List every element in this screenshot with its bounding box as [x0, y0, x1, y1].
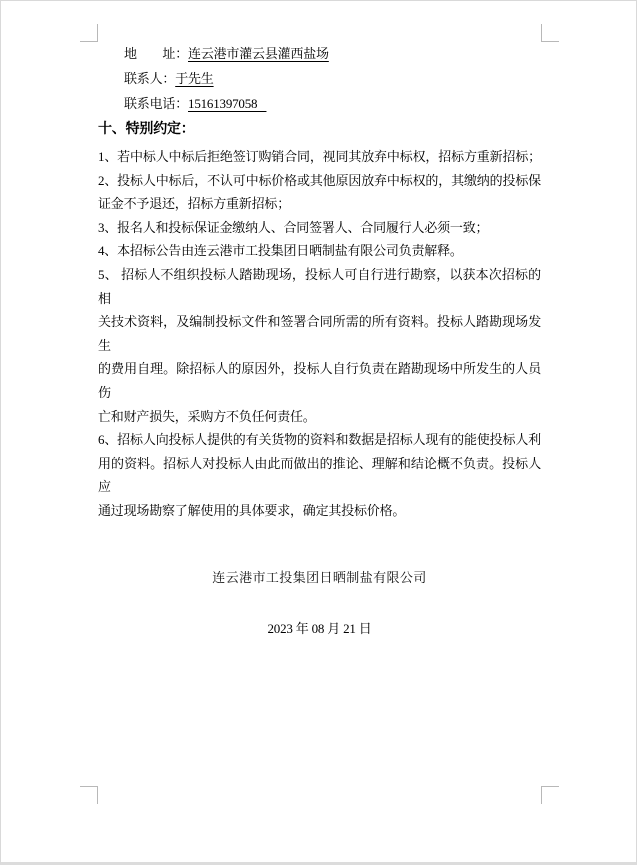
clause-line: 的费用自理。除招标人的原因外，投标人自行负责在踏勘现场中所发生的人员伤: [98, 361, 541, 400]
clause-line: 关技术资料，及编制投标文件和签署合同所需的所有资料。投标人踏勘现场发生: [98, 314, 541, 353]
contact-line: [98, 66, 541, 91]
clause-line: 3、报名人和投标保证金缴纳人、合同签署人、合同履行人必须一致；: [98, 219, 489, 235]
clause-line: 证金不予退还，招标方重新招标；: [98, 196, 291, 212]
clause-line: 6、招标人向投标人提供的有关货物的资料和数据是招标人现有的能使投标人利: [98, 432, 541, 448]
contact-label: 地 址：: [124, 46, 189, 61]
crop-mark-top-right-icon: [541, 24, 559, 42]
clause-line: 2、投标人中标后，不认可中标价格或其他原因放弃中标权的，其缴纳的投标保: [98, 172, 541, 188]
clause-line: 用的资料。招标人对投标人由此而做出的推论、理解和结论概不负责。投标人应: [98, 455, 541, 495]
contact-value: 连云港市灌云县灌西盐场: [188, 46, 329, 61]
crop-mark-bottom-right-icon: [541, 786, 559, 804]
crop-mark-top-left-icon: [80, 24, 98, 42]
clause-line: 亡和财产损失，采购方不负任何责任。: [98, 408, 316, 424]
contact-block: [98, 41, 541, 116]
clause-line: 1、若中标人中标后拒绝签订购销合同，视同其放弃中标权，招标方重新招标；: [98, 149, 541, 164]
contact-value: 于先生: [175, 71, 214, 86]
contact-line: [98, 41, 541, 66]
contact-line: [98, 91, 541, 116]
document-date: 2023 年 08 月 21 日: [267, 620, 372, 636]
contact-label: 联系电话：: [124, 96, 189, 111]
clause-line: 4、本招标公告由连云港市工投集团日晒制盐有限公司负责解释。: [98, 243, 463, 259]
clauses-block: [98, 145, 541, 523]
section-title: 十、特别约定：: [98, 122, 195, 137]
document-content: [98, 41, 541, 641]
contact-label: 联系人：: [124, 71, 176, 86]
clause-line: 5、 招标人不组织投标人踏勘现场，投标人可自行进行勘察，以获本次招标的相: [98, 266, 541, 306]
clause-line: 通过现场勘察了解使用的具体要求，确定其投标价格。: [98, 502, 406, 518]
contact-value: 15161397058: [188, 96, 267, 111]
crop-mark-bottom-left-icon: [80, 786, 98, 804]
company-signature: 连云港市工投集团日晒制盐有限公司: [212, 569, 427, 585]
